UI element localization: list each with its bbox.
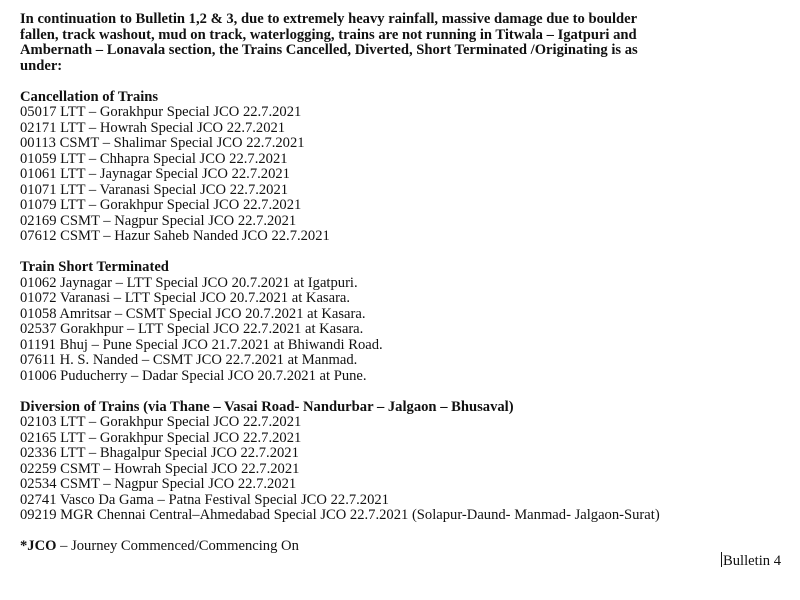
footnote-text: – Journey Commenced/Commencing On [56,538,299,554]
train-row: 02537 Gorakhpur – LTT Special JCO 22.7.2021 at Kasara. [20,321,364,337]
train-row: 02259 CSMT – Howrah Special JCO 22.7.2021 [20,460,300,477]
section-cancellation [20,90,790,245]
train-row: 01079 LTT – Gorakhpur Special JCO 22.7.2021 [20,197,302,213]
train-row: 09219 MGR Chennai Central–Ahmedabad Special JCO 22.7.2021 (Solapur-Daund- Manmad- Jalgaon-Surat) [20,507,660,523]
train-row: 02534 CSMT – Nagpur Special JCO 22.7.2021 [20,476,297,492]
train-row: 01062 Jaynagar – LTT Special JCO 20.7.2021 at Igatpuri. [20,274,358,291]
bulletin-label: Bulletin 4 [723,553,781,569]
intro-line: Ambernath – Lonavala section, the Trains Cancelled, Diverted, Short Terminated /Originating is as [20,42,638,58]
section-title: Cancellation of Trains [20,88,159,105]
train-row: 01006 Puducherry – Dadar Special JCO 20.7.2021 at Pune. [20,367,367,384]
intro-line: fallen, track washout, mud on track, waterlogging, trains are not running in Titwala – Igatpuri and [20,26,637,43]
section-diversion [20,400,790,524]
intro-paragraph [20,12,790,74]
bulletin-number [721,552,781,570]
train-row: 01072 Varanasi – LTT Special JCO 20.7.2021 at Kasara. [20,290,351,306]
train-row: 05017 LTT – Gorakhpur Special JCO 22.7.2021 [20,104,302,120]
train-row: 07612 CSMT – Hazur Saheb Nanded JCO 22.7.2021 [20,228,330,244]
train-row: 02171 LTT – Howrah Special JCO 22.7.2021 [20,119,286,136]
train-row: 02169 CSMT – Nagpur Special JCO 22.7.2021 [20,212,297,229]
intro-line: In continuation to Bulletin 1,2 & 3, due to extremely heavy rainfall, massive damage due to boulder [20,11,638,27]
train-row: 01059 LTT – Chhapra Special JCO 22.7.2021 [20,150,288,167]
footnote [20,539,790,555]
train-row: 02165 LTT – Gorakhpur Special JCO 22.7.2021 [20,429,302,446]
document-page [20,12,790,555]
train-row: 02336 LTT – Bhagalpur Special JCO 22.7.2021 [20,445,299,461]
section-short-terminated [20,260,790,384]
train-row: 02741 Vasco Da Gama – Patna Festival Special JCO 22.7.2021 [20,491,389,508]
train-row: 01071 LTT – Varanasi Special JCO 22.7.2021 [20,181,289,198]
train-row: 07611 H. S. Nanded – CSMT JCO 22.7.2021 at Manmad. [20,352,358,368]
train-row: 01061 LTT – Jaynagar Special JCO 22.7.2021 [20,166,290,182]
train-row: 01058 Amritsar – CSMT Special JCO 20.7.2021 at Kasara. [20,305,366,322]
train-row: 01191 Bhuj – Pune Special JCO 21.7.2021 at Bhiwandi Road. [20,336,383,353]
section-title: Train Short Terminated [20,259,169,275]
section-title: Diversion of Trains (via Thane – Vasai Road- Nandurbar – Jalgaon – Bhusaval) [20,398,514,415]
footnote-marker: *JCO [20,538,57,554]
text-cursor [721,552,722,567]
train-row: 00113 CSMT – Shalimar Special JCO 22.7.2021 [20,135,305,151]
train-row: 02103 LTT – Gorakhpur Special JCO 22.7.2021 [20,414,302,430]
intro-line: under: [20,57,63,74]
